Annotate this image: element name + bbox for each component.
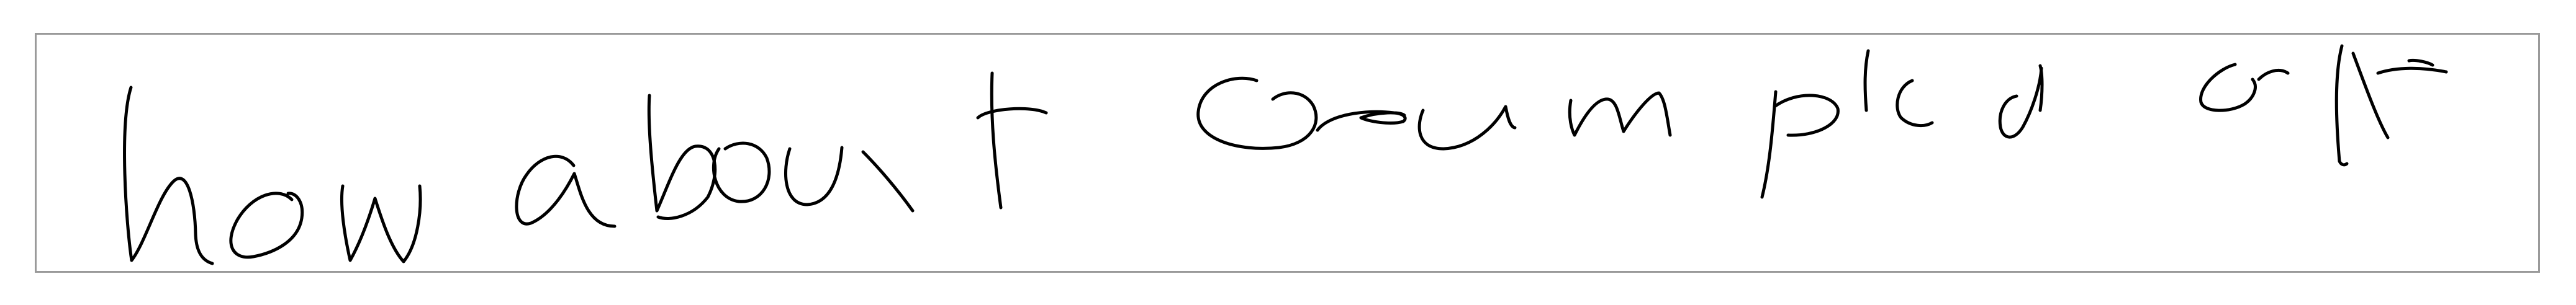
stroke-e: [1897, 81, 1932, 126]
stroke-t-2: [992, 73, 1001, 208]
stroke-p-bowl: [1774, 95, 1838, 135]
stroke-t-3: [978, 108, 1046, 118]
stroke-a: [517, 156, 615, 226]
stroke-d-bowl: [2000, 68, 2041, 137]
stroke-o-1: [231, 193, 302, 257]
stroke-u: [785, 148, 842, 205]
stroke-r: [1317, 112, 1405, 130]
stroke-w: [341, 186, 420, 262]
stroke-f-2: [2336, 46, 2347, 165]
stroke-h: [125, 87, 212, 263]
stroke-f-3: [2353, 53, 2388, 138]
stroke-f-5: [2409, 60, 2433, 65]
stroke-t-1: [863, 152, 913, 211]
stroke-l: [1865, 51, 1868, 110]
stroke-m: [1570, 93, 1670, 135]
stroke-o-3: [2201, 64, 2256, 110]
stroke-f-1: [2259, 70, 2288, 79]
stroke-u-2: [1419, 107, 1515, 149]
stroke-c: [1198, 78, 1316, 148]
stroke-o-2: [713, 143, 769, 201]
stroke-d-stem: [2040, 66, 2042, 110]
stroke-f-4: [2378, 68, 2446, 73]
stroke-b: [649, 95, 715, 218]
